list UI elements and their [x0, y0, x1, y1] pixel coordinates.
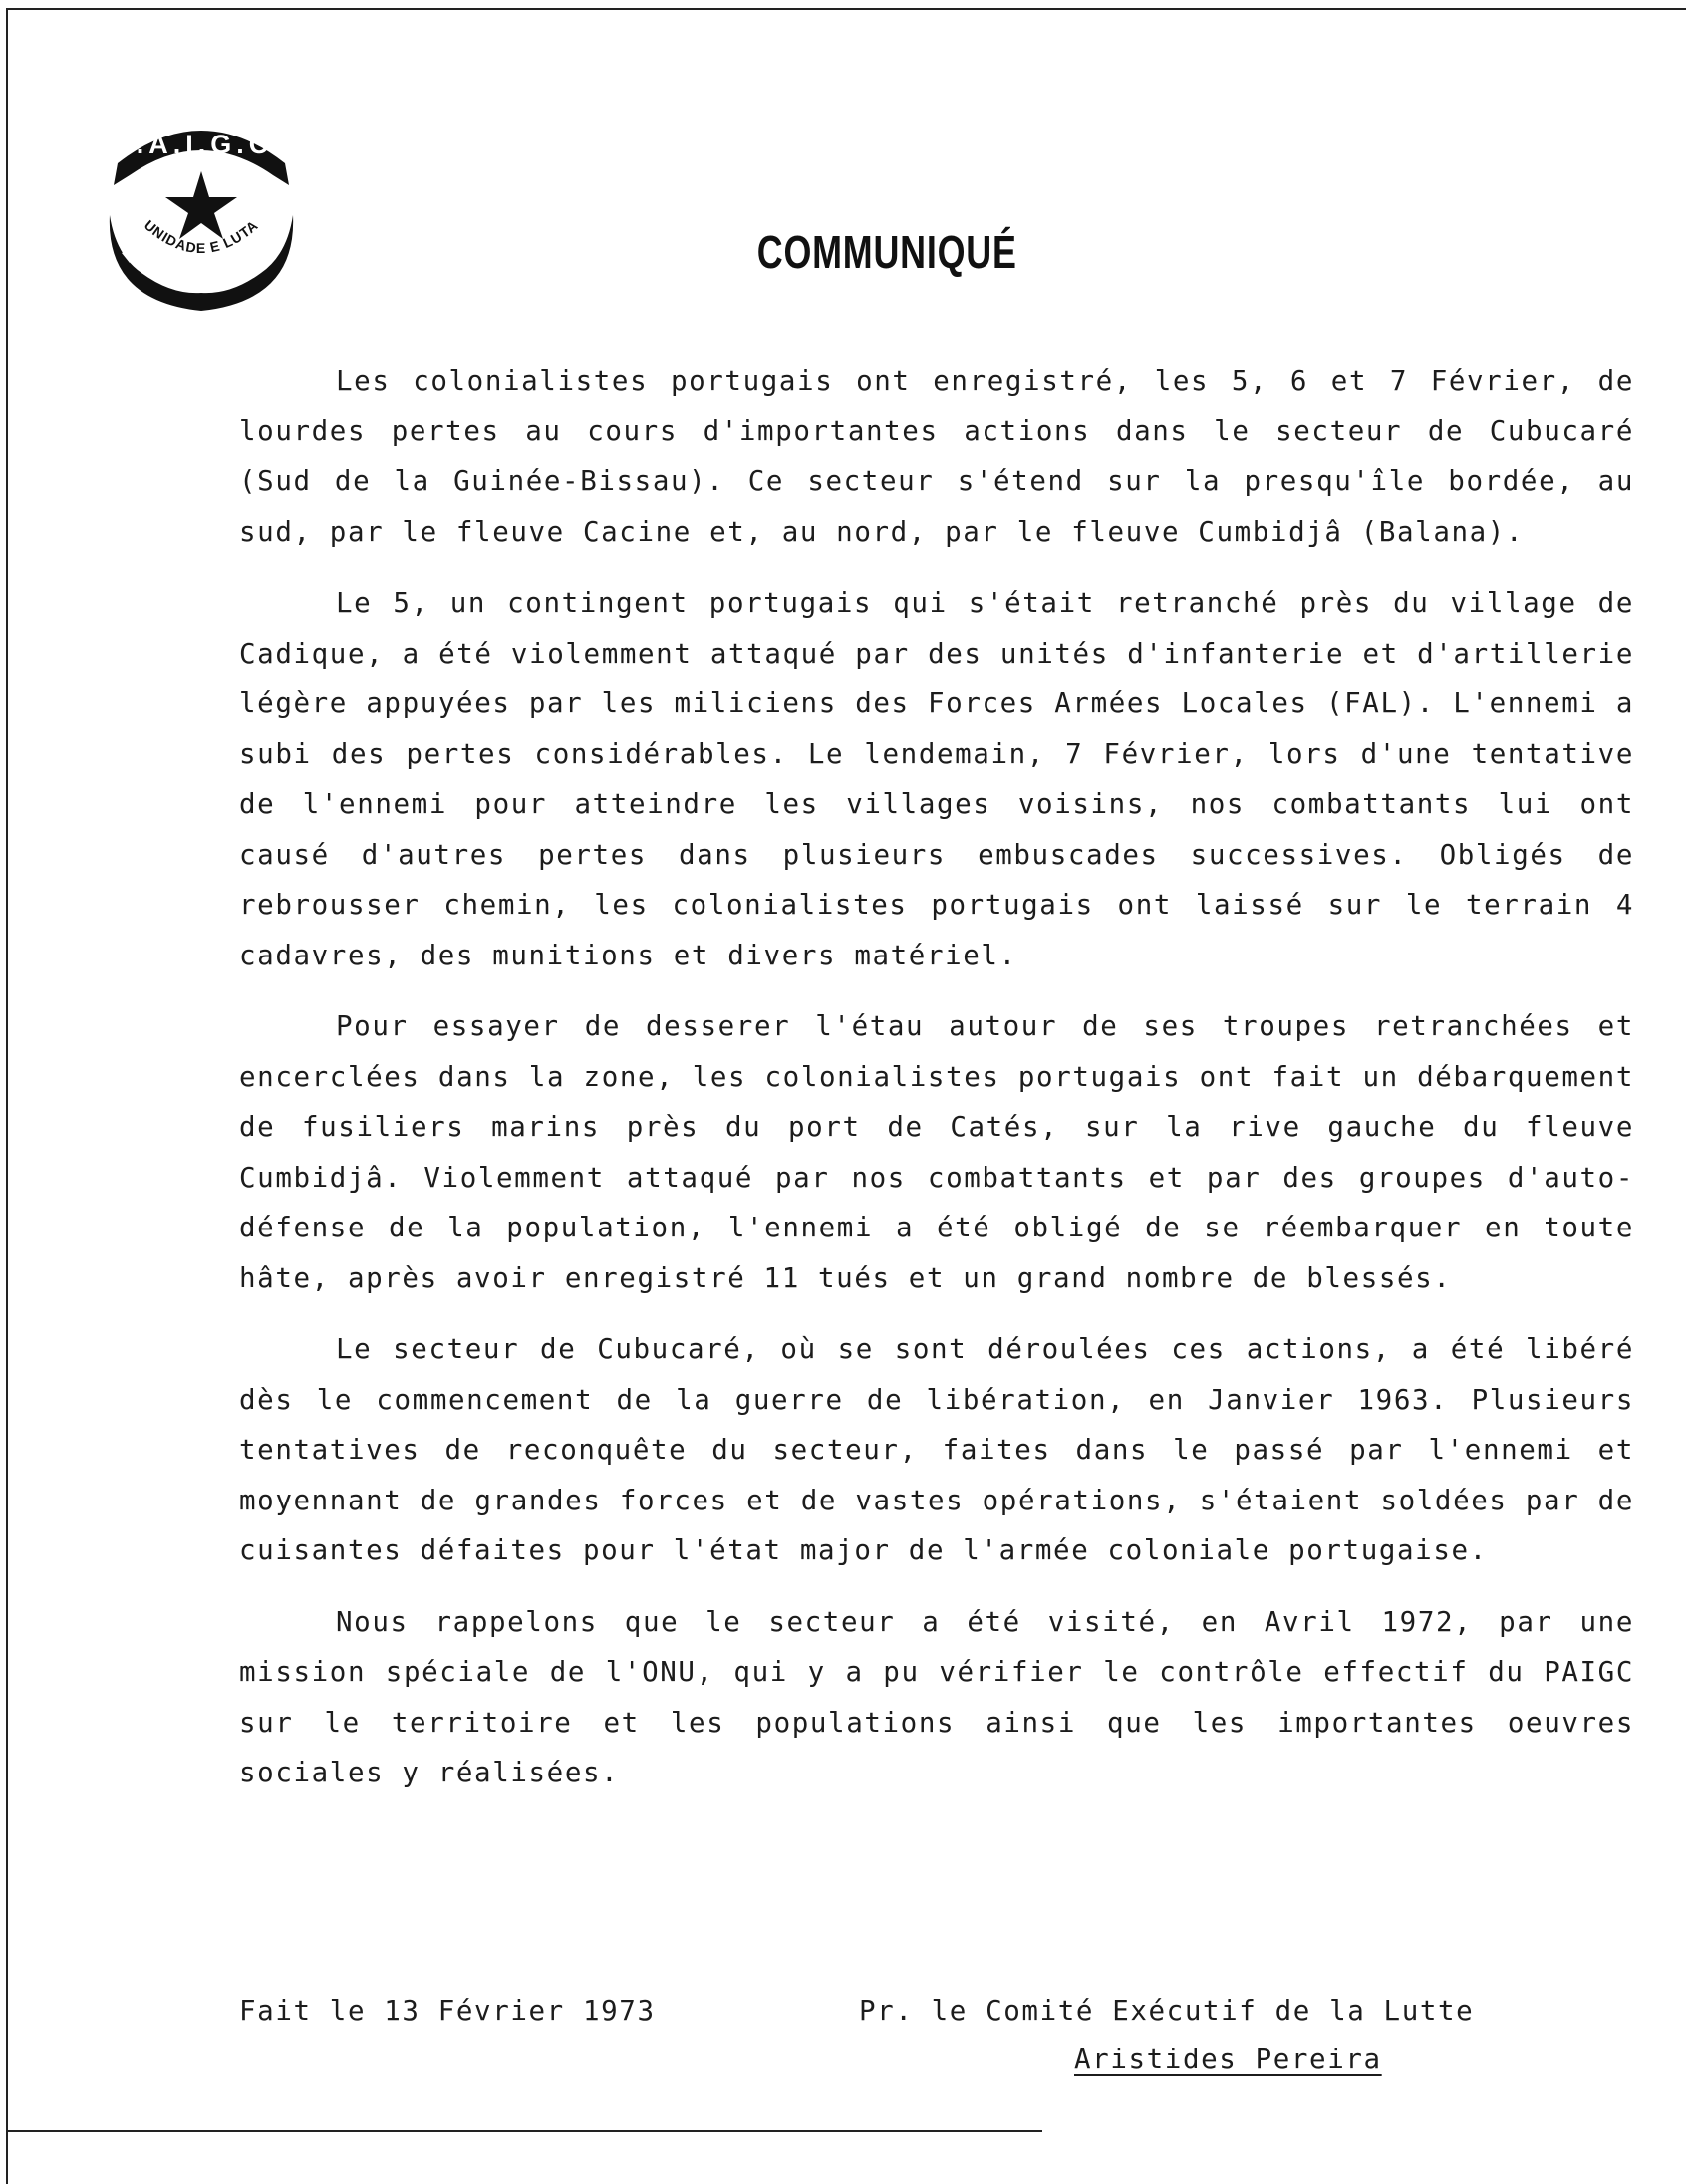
paigc-logo — [92, 106, 311, 315]
paragraph-2: Le 5, un contingent portugais qui s'était retranché près du village de Cadique, a été violemment attaqué par des unités d'infanterie et d'artillerie légère appuyées par les miliciens des Forces Armées Locales (FAL). L'ennemi a subi des pertes considérables. Le lendemain, 7 Février, lors d'une tentative de l'ennemi pour atteindre les villages voisins, nos combattants lui ont causé d'autres pertes dans plusieurs embuscades successives. Obligés de rebrousser chemin, les colonialistes portugais ont laissé sur le terrain 4 cadavres, des munitions et divers matériel. — [239, 587, 1634, 971]
paragraph-3: Pour essayer de desserer l'étau autour de ses troupes retranchées et encerclées dans la zone, les colonialistes portugais ont fait un débarquement de fusiliers marins près du port de Catés, sur la rive gauche du fleuve Cumbidjâ. Violemment attaqué par nos combattants et par des groupes d'auto-défense de la population, l'ennemi a été obligé de se réembarquer en toute hâte, après avoir enregistré 11 tués et un grand nombre de blessés. — [239, 1010, 1634, 1294]
page-border-top — [6, 8, 1686, 10]
svg-text:UNIDADE E LUTA: UNIDADE E LUTA — [141, 216, 262, 257]
closing-block — [239, 1995, 1634, 2094]
paragraph-5: Nous rappelons que le secteur a été visité, en Avril 1972, par une mission spéciale de l'ONU, qui y a pu vérifier le contrôle effectif du PAIGC sur le territoire et les populations ainsi que les importantes oeuvres sociales y réalisées. — [239, 1605, 1634, 1788]
svg-text:P.A.I.G.C.: P.A.I.G.C. — [117, 130, 286, 159]
paragraph-1: Les colonialistes portugais ont enregistré, les 5, 6 et 7 Février, de lourdes pertes au cours d'importantes actions dans le secteur de Cubucaré (Sud de la Guinée-Bissau). Ce secteur s'étend sur la presqu'île bordée, au sud, par le fleuve Cacine et, au nord, par le fleuve Cumbidjâ (Balana). — [239, 365, 1634, 548]
communique-body — [239, 356, 1634, 1798]
signatory-name: Aristides Pereira — [1074, 2044, 1382, 2075]
date-line: Fait le 13 Février 1973 — [239, 1995, 656, 2027]
page-title: COMMUNIQUÉ — [756, 226, 1017, 278]
page-border-bottom — [6, 2130, 1042, 2132]
paragraph-4: Le secteur de Cubucaré, où se sont déroulées ces actions, a été libéré dès le commencement de la guerre de libération, en Janvier 1963. Plusieurs tentatives de reconquête du secteur, faites dans le passé par l'ennemi et moyennant de grandes forces et de vastes opérations, s'étaient soldées par de cuisantes défaites pour l'état major de l'armée coloniale portugaise. — [239, 1333, 1634, 1566]
paigc-emblem-icon — [92, 106, 311, 315]
page-border-left — [6, 8, 8, 2184]
committee-line: Pr. le Comité Exécutif de la Lutte — [859, 1995, 1475, 2027]
